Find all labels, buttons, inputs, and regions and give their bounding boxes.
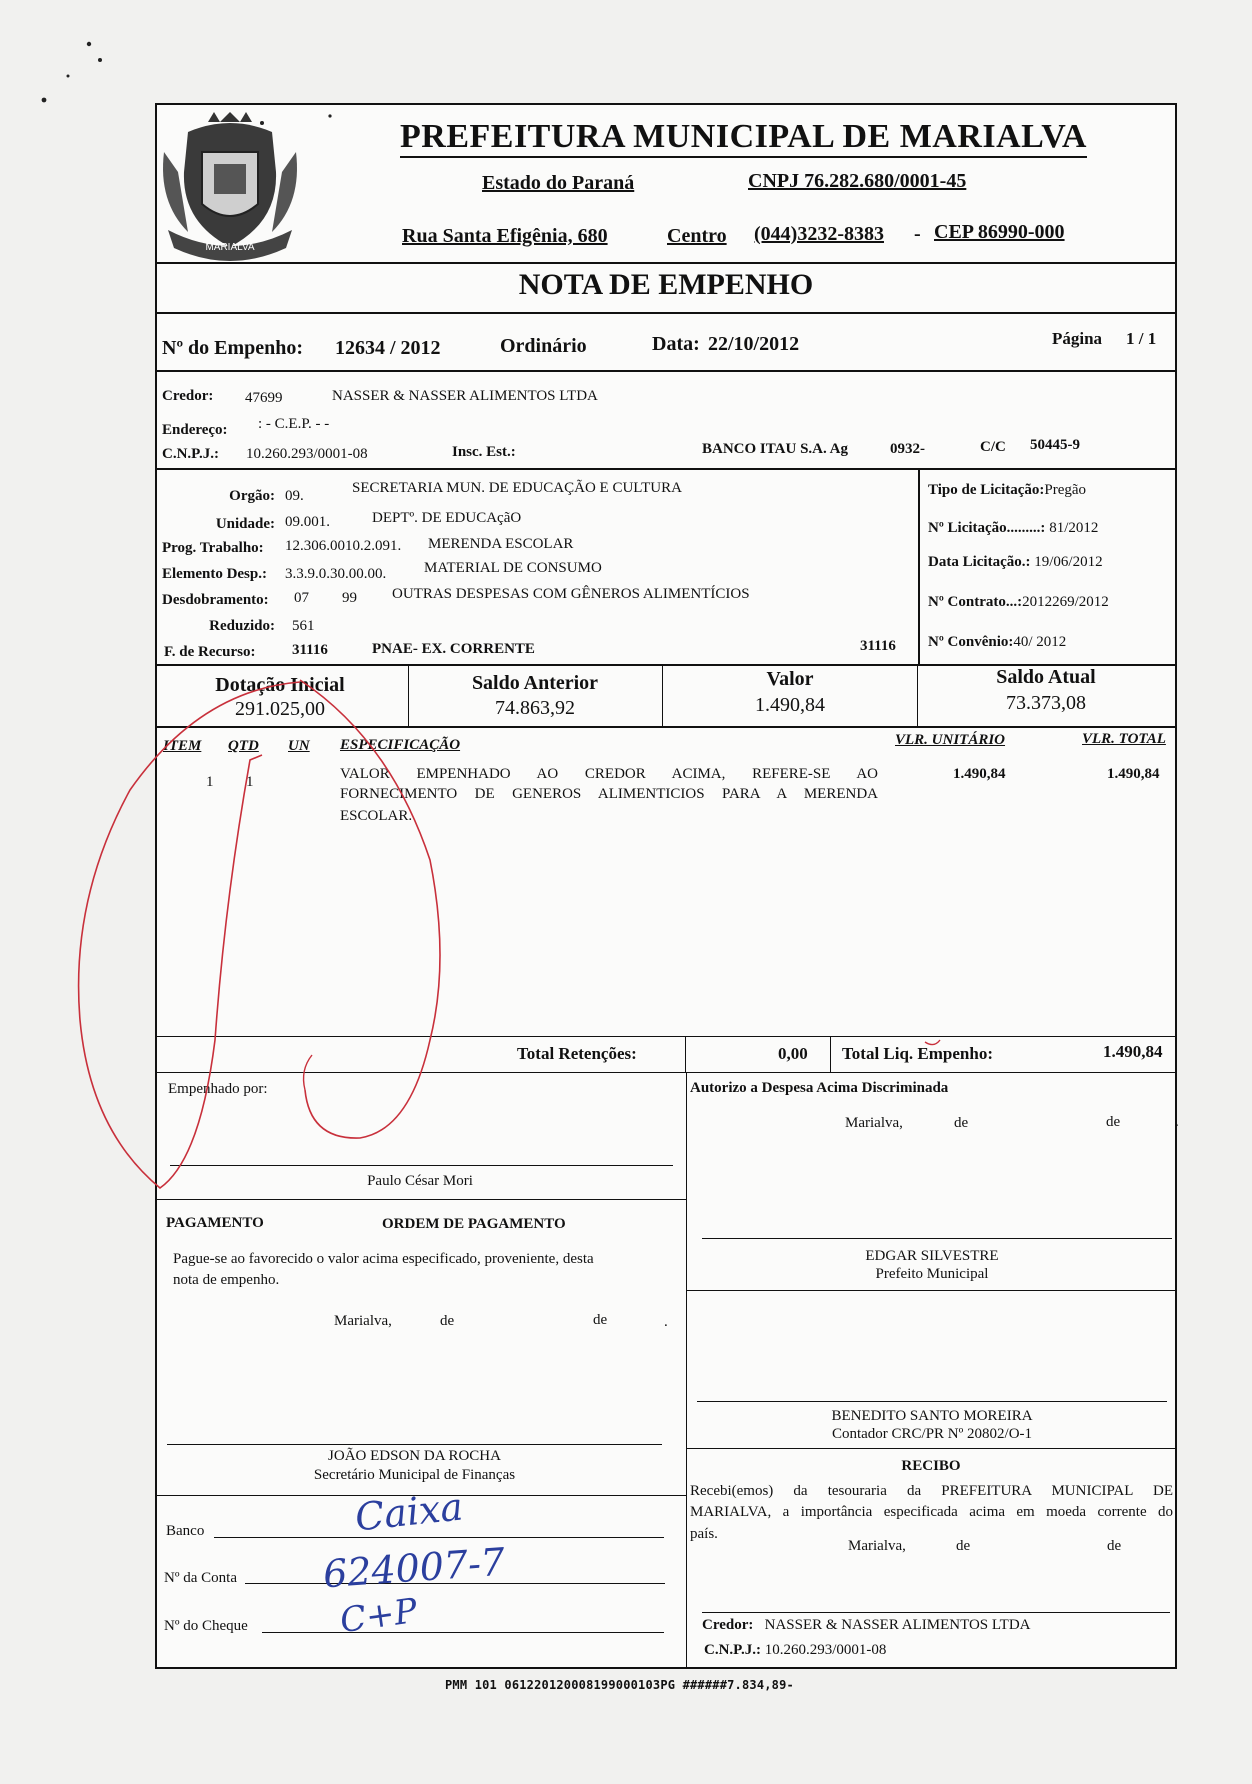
recibo-city: Marialva, [848, 1538, 906, 1554]
num-contrato-value: 2012269/2012 [1022, 594, 1109, 610]
page-label: Página [1052, 329, 1103, 348]
col-un: UN [288, 738, 310, 754]
empenho-number-label: Nº do Empenho: [162, 337, 304, 359]
num-contrato [928, 594, 1109, 611]
cheque-handwritten: C+P [337, 1590, 420, 1642]
insc-label: Insc. Est.: [452, 444, 516, 460]
banco-label: Banco [166, 1523, 205, 1539]
total-retencoes-label: Total Retenções: [517, 1044, 637, 1063]
recibo-cnpj-label: C.N.P.J.: [704, 1642, 761, 1658]
num-licitacao-value: 81/2012 [1049, 520, 1099, 536]
num-licitacao-label: Nº Licitação.........: [928, 520, 1046, 536]
secretario-name: JOÃO EDSON DA ROCHA [328, 1448, 501, 1464]
banco-handwritten: Caixa [352, 1484, 465, 1540]
recurso-code: 31116 [292, 642, 328, 658]
footer-code: PMM 101 061220120008199000103PG ######7.834,89- [445, 1678, 794, 1692]
dash: - [914, 223, 921, 245]
recibo-label: RECIBO [901, 1458, 961, 1474]
desd-label: Desdobramento: [162, 592, 269, 608]
item-unit-value: 1.490,84 [953, 766, 1006, 782]
pagamento-text-1: Pague-se ao favorecido o valor acima especificado, proveniente, desta [173, 1251, 594, 1267]
desd-a: 07 [294, 590, 309, 606]
empenho-type: Ordinário [500, 335, 587, 357]
pagamento-de-1: de [440, 1313, 455, 1329]
cep-header: CEP 86990-000 [934, 221, 1065, 243]
recurso-name: PNAE- EX. CORRENTE [372, 641, 535, 657]
page-title: PREFEITURA MUNICIPAL DE MARIALVA [400, 118, 1087, 158]
balance-label-saldo-anterior: Saldo Anterior [471, 672, 599, 694]
col-item: ITEM [163, 738, 202, 754]
credor-code: 47699 [245, 390, 283, 406]
municipal-crest-icon [158, 112, 302, 270]
recibo-text-2: MARIALVA, a importância especificada acima em moeda corrente do [690, 1504, 1173, 1520]
balance-value-saldo-atual: 73.373,08 [1006, 692, 1086, 714]
orgao-label: Orgão: [229, 488, 275, 504]
item-spec-3: ESCOLAR. [340, 808, 413, 824]
balance-value-valor: 1.490,84 [755, 694, 825, 716]
empenhado-label: Empenhado por: [168, 1081, 268, 1097]
desd-b: 99 [342, 590, 357, 606]
prog-name: MERENDA ESCOLAR [428, 536, 574, 552]
pagamento-dot: . [664, 1314, 668, 1330]
bank-name: BANCO ITAU S.A. Ag [702, 441, 848, 457]
recibo-cnpj [704, 1642, 886, 1659]
prog-label: Prog. Trabalho: [162, 540, 264, 556]
ordem-pagamento-label: ORDEM DE PAGAMENTO [382, 1216, 566, 1232]
total-liquido-label: Total Liq. Empenho: [842, 1044, 993, 1063]
item-total-value: 1.490,84 [1107, 766, 1160, 782]
empenhado-name: Paulo César Mori [367, 1173, 473, 1189]
elem-label: Elemento Desp.: [162, 566, 267, 582]
balance-label-dotacao: Dotação Inicial [215, 674, 345, 696]
prefeito-name: EDGAR SILVESTRE [865, 1248, 999, 1264]
address-label: Endereço: [162, 422, 228, 438]
item-number: 1 [206, 774, 214, 790]
balance-label-saldo-atual: Saldo Atual [996, 666, 1096, 688]
recibo-de-2: de [1107, 1538, 1122, 1554]
cnpj-header: CNPJ 76.282.680/0001-45 [748, 170, 967, 192]
date-label: Data: [652, 333, 700, 355]
item-qtd: 1 [246, 774, 254, 790]
prog-code: 12.306.0010.2.091. [285, 538, 402, 554]
district: Centro [667, 225, 727, 247]
num-convenio-value: 40/ 2012 [1013, 634, 1067, 650]
recibo-cnpj-value: 10.260.293/0001-08 [764, 1642, 887, 1658]
document-title: NOTA DE EMPENHO [518, 268, 814, 301]
cnpj-value: 10.260.293/0001-08 [246, 446, 368, 462]
prefeito-role: Prefeito Municipal [875, 1266, 989, 1282]
pagamento-label: PAGAMENTO [166, 1215, 264, 1231]
autorizo-label: Autorizo a Despesa Acima Discriminada [690, 1080, 949, 1096]
conta-handwritten: 624007-7 [321, 1539, 507, 1597]
reduzido-label: Reduzido: [209, 618, 275, 634]
total-retencoes-value: 0,00 [778, 1044, 808, 1063]
unidade-code: 09.001. [285, 514, 330, 530]
cnpj-label: C.N.P.J.: [162, 446, 219, 462]
recurso-code-2: 31116 [860, 638, 896, 654]
autorizo-de-2: de [1106, 1114, 1121, 1130]
recibo-text-3: país. [690, 1526, 718, 1542]
pagamento-de-2: de [593, 1312, 608, 1328]
col-unit-value: VLR. UNITÁRIO [895, 732, 1006, 748]
col-spec: ESPECIFICAÇÃO [340, 737, 461, 753]
page-number: 1 / 1 [1126, 329, 1157, 348]
tipo-licitacao-label: Tipo de Licitação: [928, 482, 1045, 498]
data-licitacao-value: 19/06/2012 [1034, 554, 1103, 570]
item-spec-1: VALOR EMPENHADO AO CREDOR ACIMA, REFERE-SE AO [340, 766, 878, 782]
contador-role: Contador CRC/PR Nº 20802/O-1 [831, 1426, 1033, 1442]
pagamento-city: Marialva, [334, 1313, 392, 1329]
crest-text: MARIALVA [205, 242, 255, 253]
elem-name: MATERIAL DE CONSUMO [424, 560, 602, 576]
data-licitacao [928, 554, 1103, 571]
autorizo-city: Marialva, [845, 1115, 903, 1131]
col-total-value: VLR. TOTAL [1082, 731, 1166, 747]
recibo-de-1: de [956, 1538, 971, 1554]
recurso-label: F. de Recurso: [164, 644, 256, 660]
tipo-licitacao [928, 482, 1086, 499]
desd-name: OUTRAS DESPESAS COM GÊNEROS ALIMENTÍCIOS [392, 586, 750, 602]
recibo-credor-label: Credor: [702, 1617, 754, 1633]
autorizo-dot: . [1175, 1114, 1179, 1130]
num-convenio-label: Nº Convênio: [928, 634, 1014, 650]
total-liquido-value: 1.490,84 [1103, 1042, 1163, 1061]
date-value: 22/10/2012 [708, 333, 800, 355]
reduzido-code: 561 [292, 618, 315, 634]
cc-label: C/C [980, 439, 1006, 455]
recibo-credor-name: NASSER & NASSER ALIMENTOS LTDA [764, 1617, 1031, 1633]
credor-name: NASSER & NASSER ALIMENTOS LTDA [332, 388, 598, 404]
tipo-licitacao-value: Pregão [1044, 482, 1087, 498]
conta-label: Nº da Conta [164, 1570, 237, 1586]
address-value: : - C.E.P. - - [258, 416, 330, 432]
phone: (044)3232-8383 [754, 223, 884, 245]
data-licitacao-label: Data Licitação.: [928, 554, 1031, 570]
unidade-label: Unidade: [215, 516, 275, 532]
col-qtd: QTD [228, 738, 259, 754]
recibo-credor [702, 1617, 1031, 1634]
cheque-label: Nº do Cheque [164, 1618, 248, 1634]
balance-label-valor: Valor [766, 668, 814, 690]
state-name: Estado do Paraná [482, 172, 635, 194]
recibo-text-1: Recebi(emos) da tesouraria da PREFEITURA MUNICIPAL DE [690, 1483, 1173, 1499]
contador-name: BENEDITO SANTO MOREIRA [831, 1408, 1033, 1424]
unidade-name: DEPTº. DE EDUCAçãO [372, 510, 522, 526]
orgao-code: 09. [285, 488, 304, 504]
num-convenio [928, 634, 1066, 651]
bank-agency: 0932- [890, 441, 925, 457]
empenho-number: 12634 / 2012 [335, 337, 441, 359]
secretario-role: Secretário Municipal de Finanças [313, 1467, 516, 1483]
balance-value-dotacao: 291.025,00 [235, 698, 325, 720]
credor-label: Credor: [162, 388, 214, 404]
autorizo-de-1: de [954, 1115, 969, 1131]
num-licitacao [928, 520, 1098, 537]
orgao-name: SECRETARIA MUN. DE EDUCAÇÃO E CULTURA [352, 480, 682, 496]
num-contrato-label: Nº Contrato...: [928, 594, 1023, 610]
elem-code: 3.3.9.0.30.00.00. [285, 566, 387, 582]
street-address: Rua Santa Efigênia, 680 [402, 225, 608, 247]
item-spec-2: FORNECIMENTO DE GENEROS ALIMENTICIOS PARA A MERENDA [340, 786, 878, 802]
balance-value-saldo-anterior: 74.863,92 [495, 697, 575, 719]
pagamento-text-2: nota de empenho. [173, 1272, 280, 1288]
cc-value: 50445-9 [1030, 437, 1080, 453]
